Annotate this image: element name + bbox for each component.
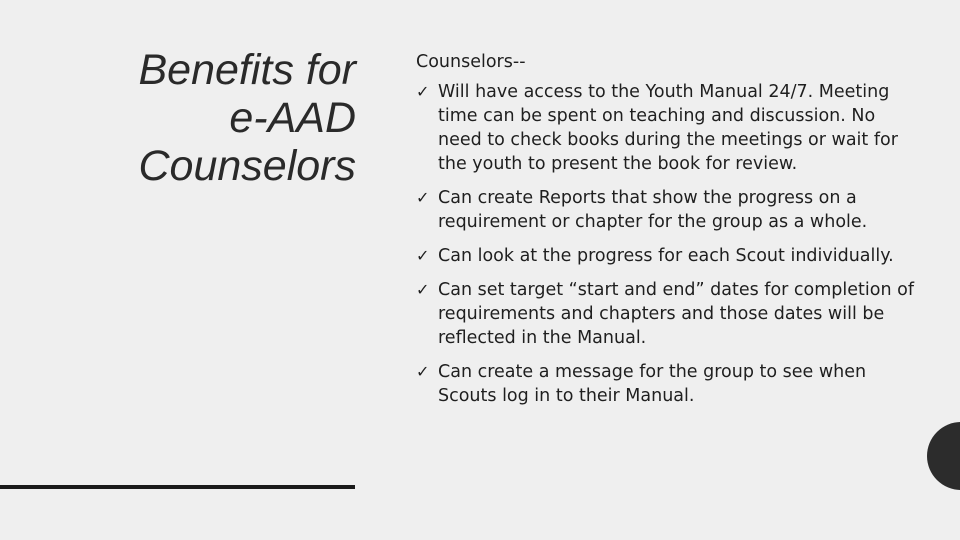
bullet-text: Will have access to the Youth Manual 24/7. Meeting time can be spent on teaching and discussion. No need to check books during the meetings or wait for the youth to present the book for review.	[438, 82, 898, 174]
checkmark-icon: ✓	[416, 280, 430, 299]
slide-title	[60, 46, 356, 190]
bullet-item-reports	[416, 186, 916, 234]
bullet-item-dates	[416, 278, 916, 350]
bullet-text: Can look at the progress for each Scout individually.	[438, 246, 894, 266]
bullet-item-progress	[416, 244, 916, 268]
bullet-list	[416, 80, 916, 408]
bullet-text: Can set target “start and end” dates for completion of requirements and chapters and those dates will be reflected in the Manual.	[438, 280, 914, 348]
bullet-item-message	[416, 360, 916, 408]
title-line-3: Counselors	[138, 142, 356, 190]
content-heading: Counselors--	[416, 52, 526, 72]
title-line-2: e-AAD	[229, 94, 356, 142]
bullet-text: Can create Reports that show the progress on a requirement or chapter for the group as a whole.	[438, 188, 868, 232]
checkmark-icon: ✓	[416, 246, 430, 265]
bullet-text: Can create a message for the group to see when Scouts log in to their Manual.	[438, 362, 867, 406]
bullet-item-access	[416, 80, 916, 176]
content-body	[416, 50, 916, 418]
title-underline-rule	[0, 485, 355, 489]
decorative-circle	[927, 422, 960, 490]
checkmark-icon: ✓	[416, 362, 430, 381]
title-line-1: Benefits for	[138, 46, 356, 94]
checkmark-icon: ✓	[416, 188, 430, 207]
checkmark-icon: ✓	[416, 82, 430, 101]
